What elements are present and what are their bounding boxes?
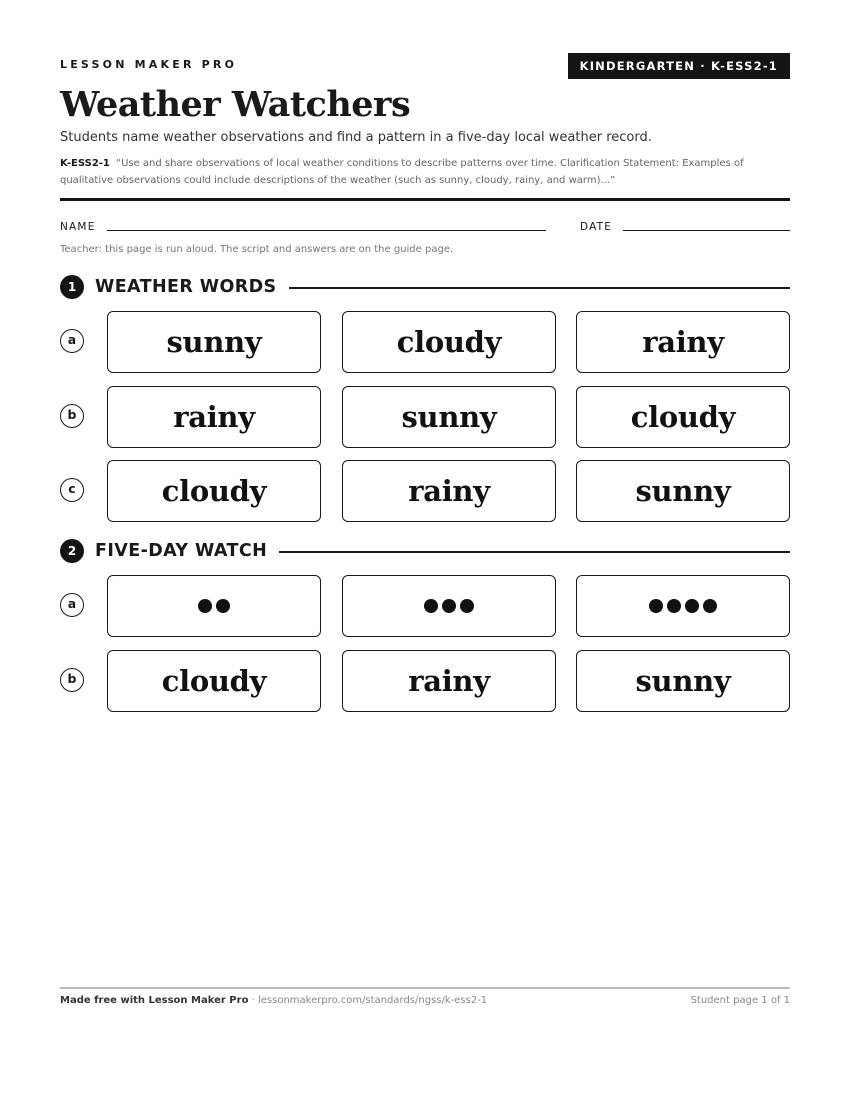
- answer-card[interactable]: [576, 650, 790, 712]
- answer-card[interactable]: [576, 311, 790, 373]
- card-word: cloudy: [630, 400, 736, 434]
- answer-card[interactable]: [576, 386, 790, 448]
- teacher-note: Teacher: this page is run aloud. The script and answers are on the guide page.: [60, 244, 454, 255]
- dot-group: [649, 599, 717, 613]
- footer-url[interactable]: lessonmakerpro.com/standards/ngss/k-ess2-1: [257, 995, 488, 1006]
- row-letter-a: a: [60, 329, 84, 353]
- dot-count-card[interactable]: [576, 575, 790, 637]
- standard-quote: “Use and share observations of local weather conditions to describe patterns over time. Clarification Statement: Examples of qualitative observations could include descriptions of the weather (such as sunny, cloudy, rainy, and warm)...”: [60, 158, 744, 186]
- dot-group: [424, 599, 474, 613]
- section-number: 1: [60, 275, 84, 299]
- question-row: [60, 575, 790, 637]
- card-word: sunny: [166, 325, 262, 359]
- dot: [216, 599, 230, 613]
- answer-card[interactable]: [107, 460, 321, 522]
- question-row: [60, 311, 790, 373]
- date-label: DATE: [580, 221, 613, 233]
- answer-card[interactable]: [107, 650, 321, 712]
- row-letter-a: a: [60, 593, 84, 617]
- section-five-day-watch: [60, 539, 790, 563]
- answer-card[interactable]: [107, 386, 321, 448]
- brand-name: LESSON MAKER PRO: [60, 58, 238, 71]
- card-word: cloudy: [161, 474, 267, 508]
- footer-made-with: Made free with Lesson Maker Pro: [60, 995, 249, 1006]
- card-word: cloudy: [161, 664, 267, 698]
- footer-credit: [60, 995, 487, 1006]
- dot: [460, 599, 474, 613]
- grade-standard-badge: KINDERGARTEN · K-ESS2-1: [568, 53, 790, 79]
- dot: [685, 599, 699, 613]
- question-row: [60, 460, 790, 522]
- card-word: cloudy: [396, 325, 502, 359]
- card-word: sunny: [635, 474, 731, 508]
- question-row: [60, 386, 790, 448]
- standard-code: K-ESS2-1: [60, 158, 110, 169]
- standard-description: [60, 155, 760, 189]
- dot: [703, 599, 717, 613]
- footer-divider: [60, 987, 790, 989]
- answer-card[interactable]: [342, 386, 556, 448]
- section-title: WEATHER WORDS: [95, 275, 289, 299]
- dot-count-card[interactable]: [107, 575, 321, 637]
- name-line[interactable]: [107, 230, 546, 231]
- row-letter-c: c: [60, 478, 84, 502]
- dot-group: [198, 599, 230, 613]
- worksheet-title: Weather Watchers: [60, 84, 411, 125]
- question-row: [60, 650, 790, 712]
- card-word: sunny: [635, 664, 731, 698]
- section-weather-words: [60, 275, 790, 299]
- answer-card[interactable]: [107, 311, 321, 373]
- dot: [649, 599, 663, 613]
- footer-page-info: Student page 1 of 1: [690, 995, 790, 1006]
- section-number: 2: [60, 539, 84, 563]
- dot: [424, 599, 438, 613]
- answer-card[interactable]: [342, 460, 556, 522]
- dot: [198, 599, 212, 613]
- card-word: sunny: [401, 400, 497, 434]
- card-word: rainy: [408, 474, 490, 508]
- worksheet-subtitle: Students name weather observations and find a pattern in a five-day local weather record.: [60, 130, 652, 145]
- section-title: FIVE-DAY WATCH: [95, 539, 279, 563]
- date-line[interactable]: [623, 230, 790, 231]
- footer-separator: ·: [248, 995, 258, 1006]
- dot-count-card[interactable]: [342, 575, 556, 637]
- dot: [442, 599, 456, 613]
- card-word: rainy: [408, 664, 490, 698]
- answer-card[interactable]: [576, 460, 790, 522]
- answer-card[interactable]: [342, 311, 556, 373]
- card-word: rainy: [642, 325, 724, 359]
- row-letter-b: b: [60, 668, 84, 692]
- name-label: NAME: [60, 221, 96, 233]
- header-divider: [60, 198, 790, 201]
- answer-card[interactable]: [342, 650, 556, 712]
- card-word: rainy: [173, 400, 255, 434]
- row-letter-b: b: [60, 404, 84, 428]
- dot: [667, 599, 681, 613]
